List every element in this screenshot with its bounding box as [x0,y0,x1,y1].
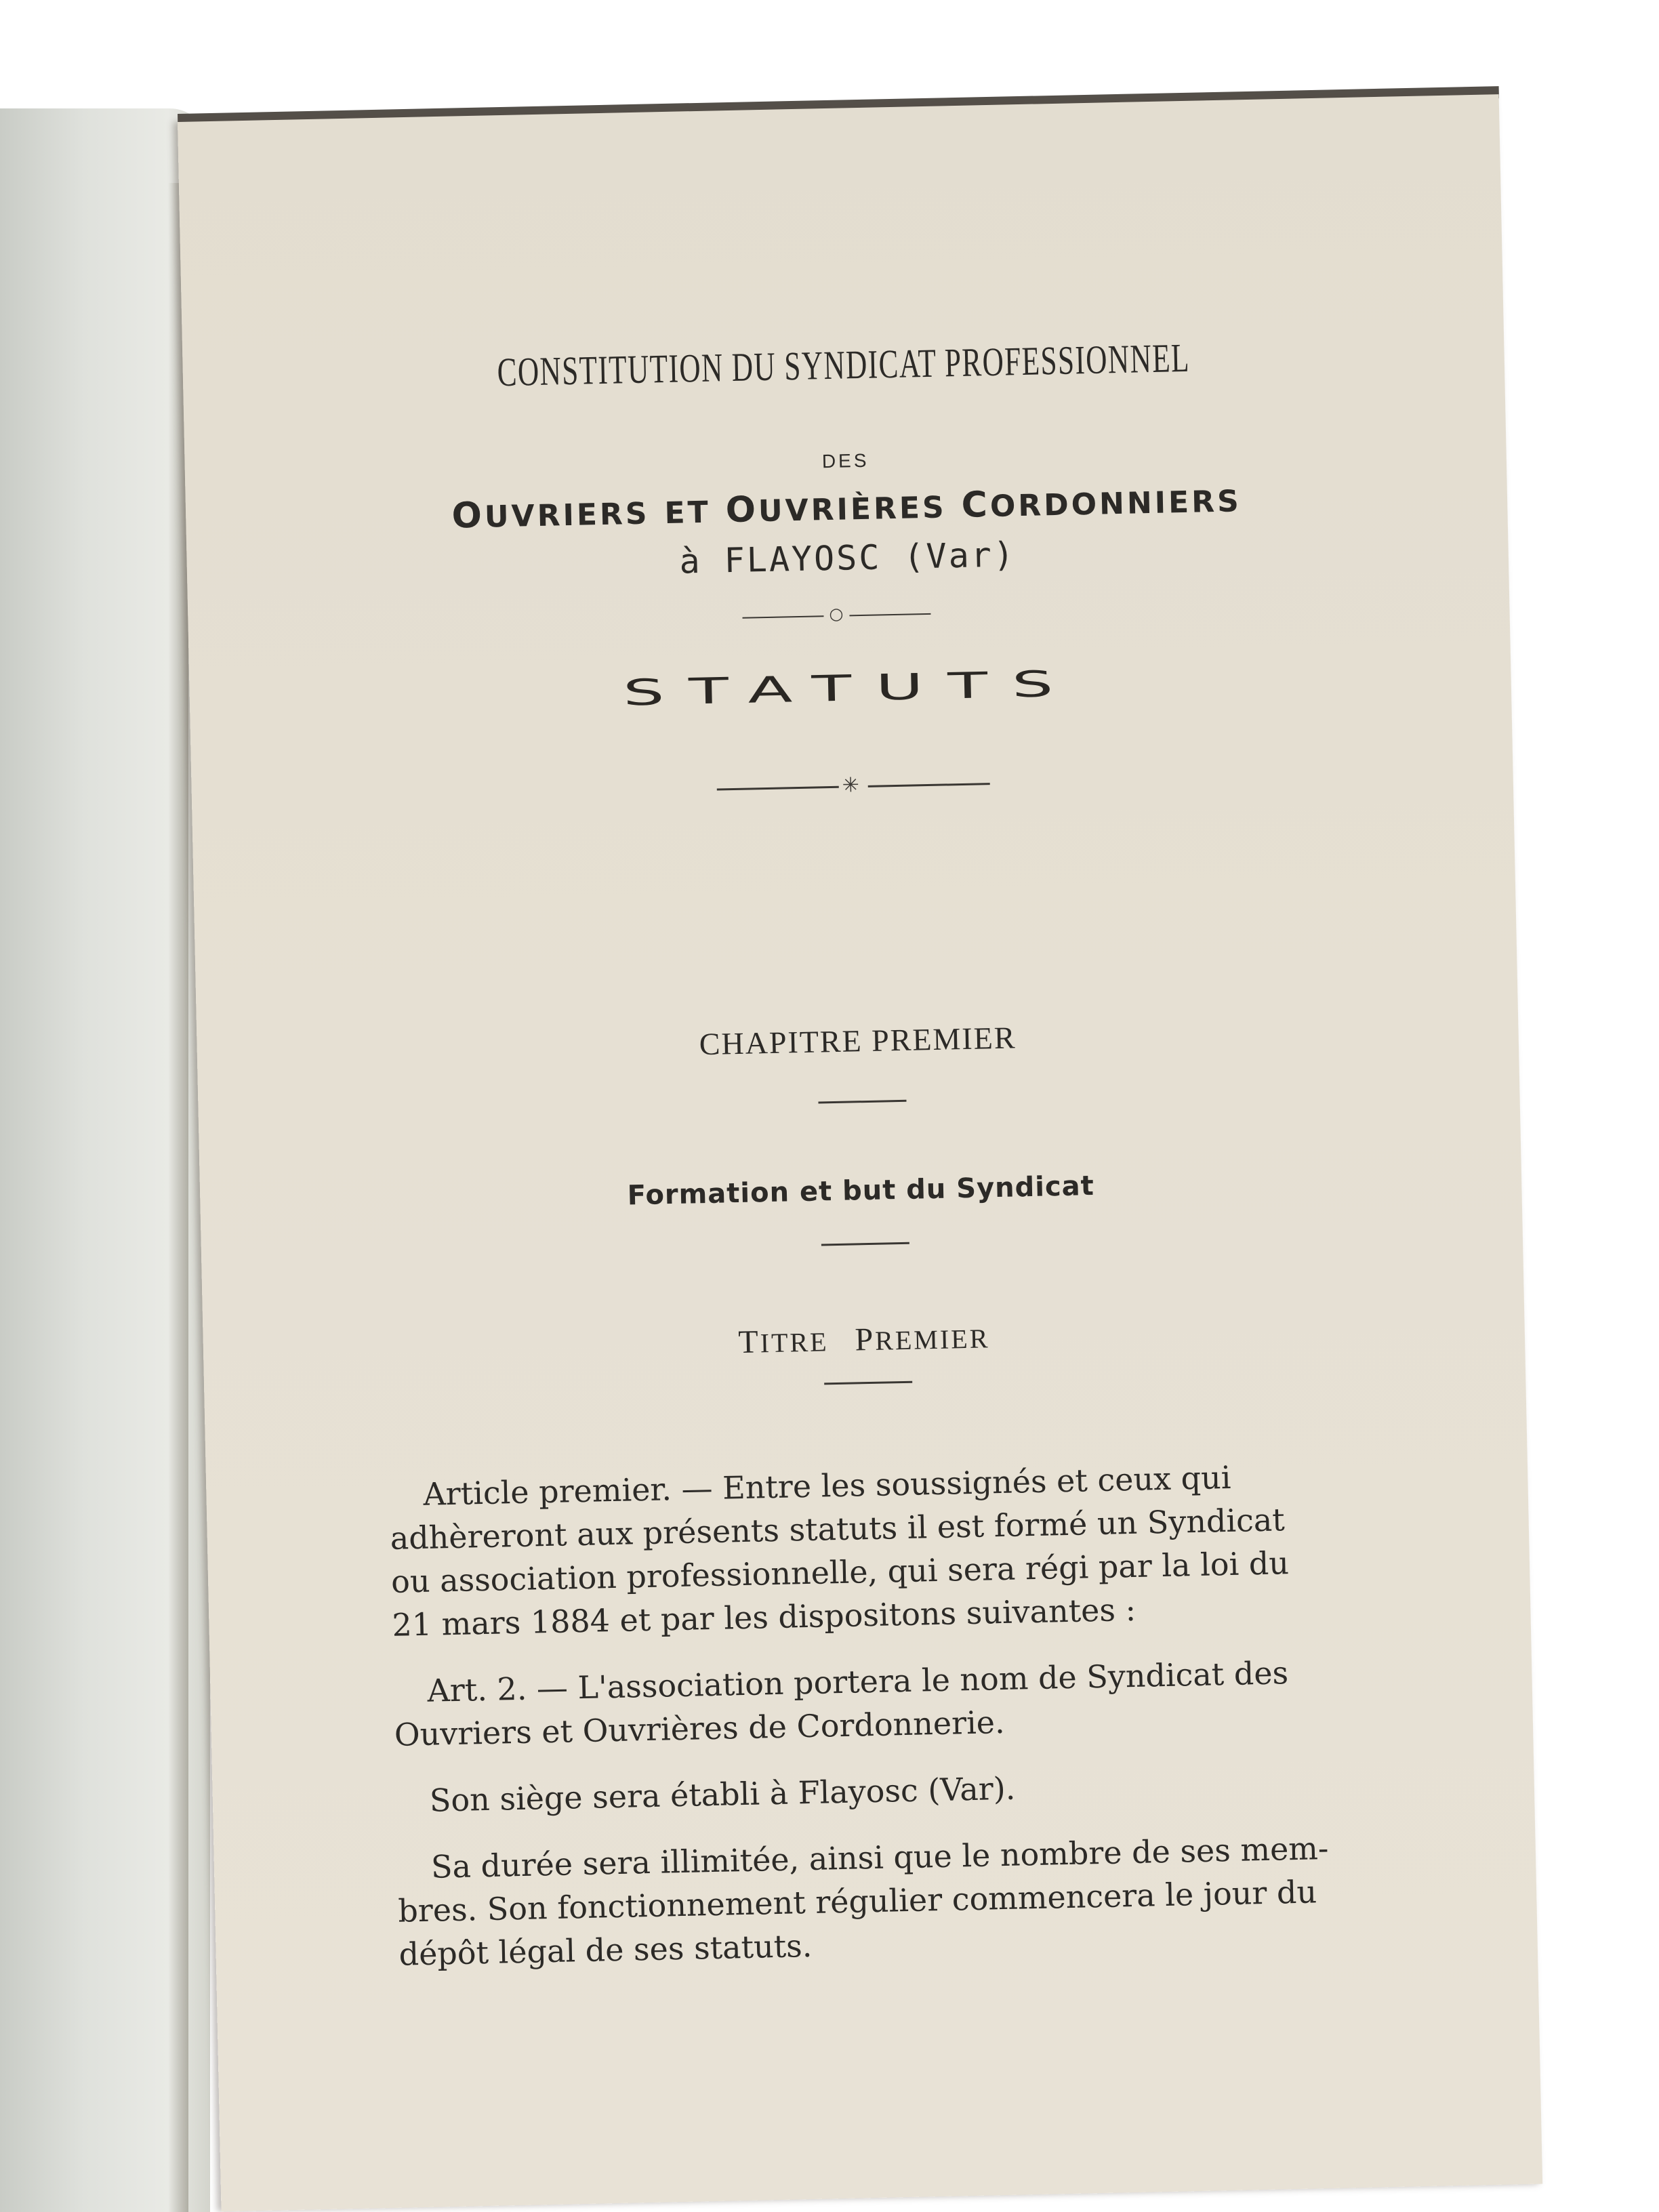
subtitle-word4-rest: ORDONNIERS [989,484,1242,525]
divider-rule-4 [821,1242,909,1246]
text-line: adhèreront aux présents statuts il est formé un Syndicat [390,1501,1286,1557]
subtitle-word1-rest: UVRIERS [484,496,651,535]
title-connector: DES [821,449,869,472]
divider-rule-1-left [742,615,823,619]
document-page [178,94,1542,2211]
article-2-paragraph [393,1648,1411,1756]
divider-rule-5 [824,1381,912,1385]
subtitle-word4-cap: C [961,485,991,526]
divider-rule-2-right [868,783,990,787]
divider-rule-3 [818,1100,906,1104]
premier-rest: REMIER [874,1323,990,1356]
text-line: Ouvriers et Ouvrières de Cordonnerie. [394,1703,1006,1753]
divider-rule-1-right [849,613,930,617]
statuts-heading: STATUTS [622,662,1078,714]
titre-cap: T [737,1324,761,1361]
text-line: bres. Son fonctionnement régulier commencera le jour du [397,1873,1317,1929]
text-line: Article premier. — Entre les soussignés et ceux qui [422,1458,1231,1513]
document-location: à FLAYOSC (Var) [678,535,1017,581]
subtitle-word3-rest: UVRIÈRES [758,490,947,529]
divider-ornament-circle-icon: ○ [829,604,844,624]
titre-rest: ITRE [760,1326,830,1359]
subtitle-word2: ET [664,495,712,531]
titre-heading [203,1307,1525,1372]
page-content [178,94,1542,2211]
articles-body [389,1452,1416,1999]
divider-ornament-star-icon: ✳ [842,773,860,798]
text-line: dépôt légal de ses statuts. [398,1927,813,1973]
text-line: Art. 2. — L'association portera le nom de Syndicat des [426,1654,1289,1709]
text-line: ou association professionnelle, qui sera régi par la loi du [390,1544,1290,1600]
divider-rule-2-left [717,786,839,791]
text-line: 21 mars 1884 et par les dispositons suivantes : [391,1591,1136,1643]
premier-cap: P [854,1321,876,1358]
duree-paragraph [396,1824,1416,1975]
chapter-title: Formation et but du Syndicat [627,1170,1095,1212]
siege-paragraph [395,1758,1412,1822]
subtitle-word1-cap: O [451,495,485,537]
document-title: CONSTITUTION DU SYNDICAT PROFESSIONNEL [496,335,1191,395]
chapter-heading: CHAPITRE PREMIER [699,1020,1017,1062]
article-1-paragraph [389,1452,1409,1646]
subtitle-word3-cap: O [725,489,759,531]
text-line: Son siège sera établi à Flayosc (Var). [429,1769,1016,1819]
text-line: Sa durée sera illimitée, ainsi que le nombre de ses mem- [430,1829,1329,1885]
